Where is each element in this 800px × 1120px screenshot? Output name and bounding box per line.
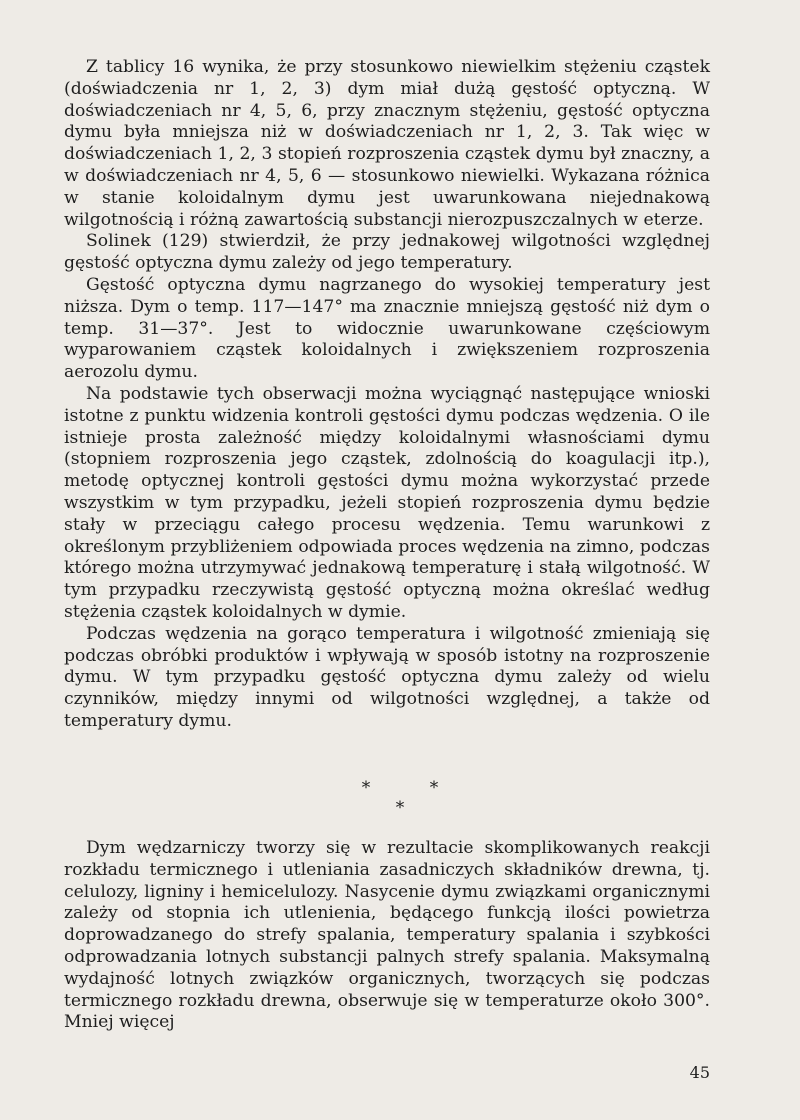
paragraph: Solinek (129) stwierdził, że przy jednakowej wilgotności względnej gęstość optyczna dymu zależy od jego temperatury. (64, 231, 710, 274)
asterisk: * (395, 798, 405, 818)
body-text (64, 57, 710, 733)
section-separator-bottom (0, 798, 800, 818)
paragraph: Na podstawie tych obserwacji można wyciągnąć następujące wnioski istotne z punktu widzenia kontroli gęstości dymu podczas wędzenia. O ile istnieje prosta zależność między koloidalnymi własnościami dymu (stopniem rozproszenia jego cząstek, zdolnością do koagulacji itp.), metodę optycznej kontroli gęstości dymu można wykorzystać przede wszystkim w tym przypadku, jeżeli stopień rozproszenia dymu będzie stały w przeciągu całego procesu wędzenia. Temu warunkowi z określonym przybliżeniem odpowiada proces wędzenia na zimno, podczas którego można utrzymywać jednakową temperaturę i stałą wilgotność. W tym przypadku rzeczywistą gęstość optyczną można określać według stężenia cząstek koloidalnych w dymie. (64, 383, 710, 622)
paragraph: Dym wędzarniczy tworzy się w rezultacie skomplikowanych reakcji rozkładu termicznego i utleniania zasadniczych składników drewna, tj. celulozy, ligniny i hemicelulozy. Nasycenie dymu związkami organicznymi zależy od stopnia ich utlenienia, będącego funkcją ilości powietrza doprowadzanego do strefy spalania, temperatury spalania i szybkości odprowadzania lotnych substancji palnych strefy spalania. Maksymalną wydajność lotnych związków organicznych, tworzących się podczas termicznego rozkładu drewna, obserwuje się w temperaturze około 300°. Mniej więcej (64, 838, 710, 1033)
body-text-continued (64, 838, 710, 1034)
paragraph: Gęstość optyczna dymu nagrzanego do wysokiej temperatury jest niższa. Dym o temp. 117—147° ma znacznie mniejszą gęstość niż dym o temp. 31—37°. Jest to widocznie uwarunkowane częściowym wyparowaniem cząstek koloidalnych i zwiększeniem rozproszenia aerozolu dymu. (64, 274, 710, 383)
section-separator-top (0, 778, 800, 798)
paragraph: Z tablicy 16 wynika, że przy stosunkowo niewielkim stężeniu cząstek (doświadczenia nr 1, 2, 3) dym miał dużą gęstość optyczną. W doświadczeniach nr 4, 5, 6, przy znacznym stężeniu, gęstość optyczna dymu była mniejsza niż w doświadczeniach nr 1, 2, 3. Tak więc w doświadczeniach 1, 2, 3 stopień rozproszenia cząstek dymu był znaczny, a w doświadczeniach nr 4, 5, 6 — stosunkowo niewielki. Wykazana różnica w stanie koloidalnym dymu jest uwarunkowana niejednakową wilgotnością i różną zawartością substancji nierozpuszczalnych w eterze. (64, 57, 710, 230)
asterisk: * (361, 778, 371, 798)
asterisk: * (429, 778, 439, 798)
paragraph: Podczas wędzenia na gorąco temperatura i wilgotność zmieniają się podczas obróbki produktów i wpływają w sposób istotny na rozproszenie dymu. W tym przypadku gęstość optyczna dymu zależy od wielu czynników, między innymi od wilgotności względnej, a także od temperatury dymu. (64, 623, 710, 731)
page-number: 45 (689, 1063, 710, 1082)
